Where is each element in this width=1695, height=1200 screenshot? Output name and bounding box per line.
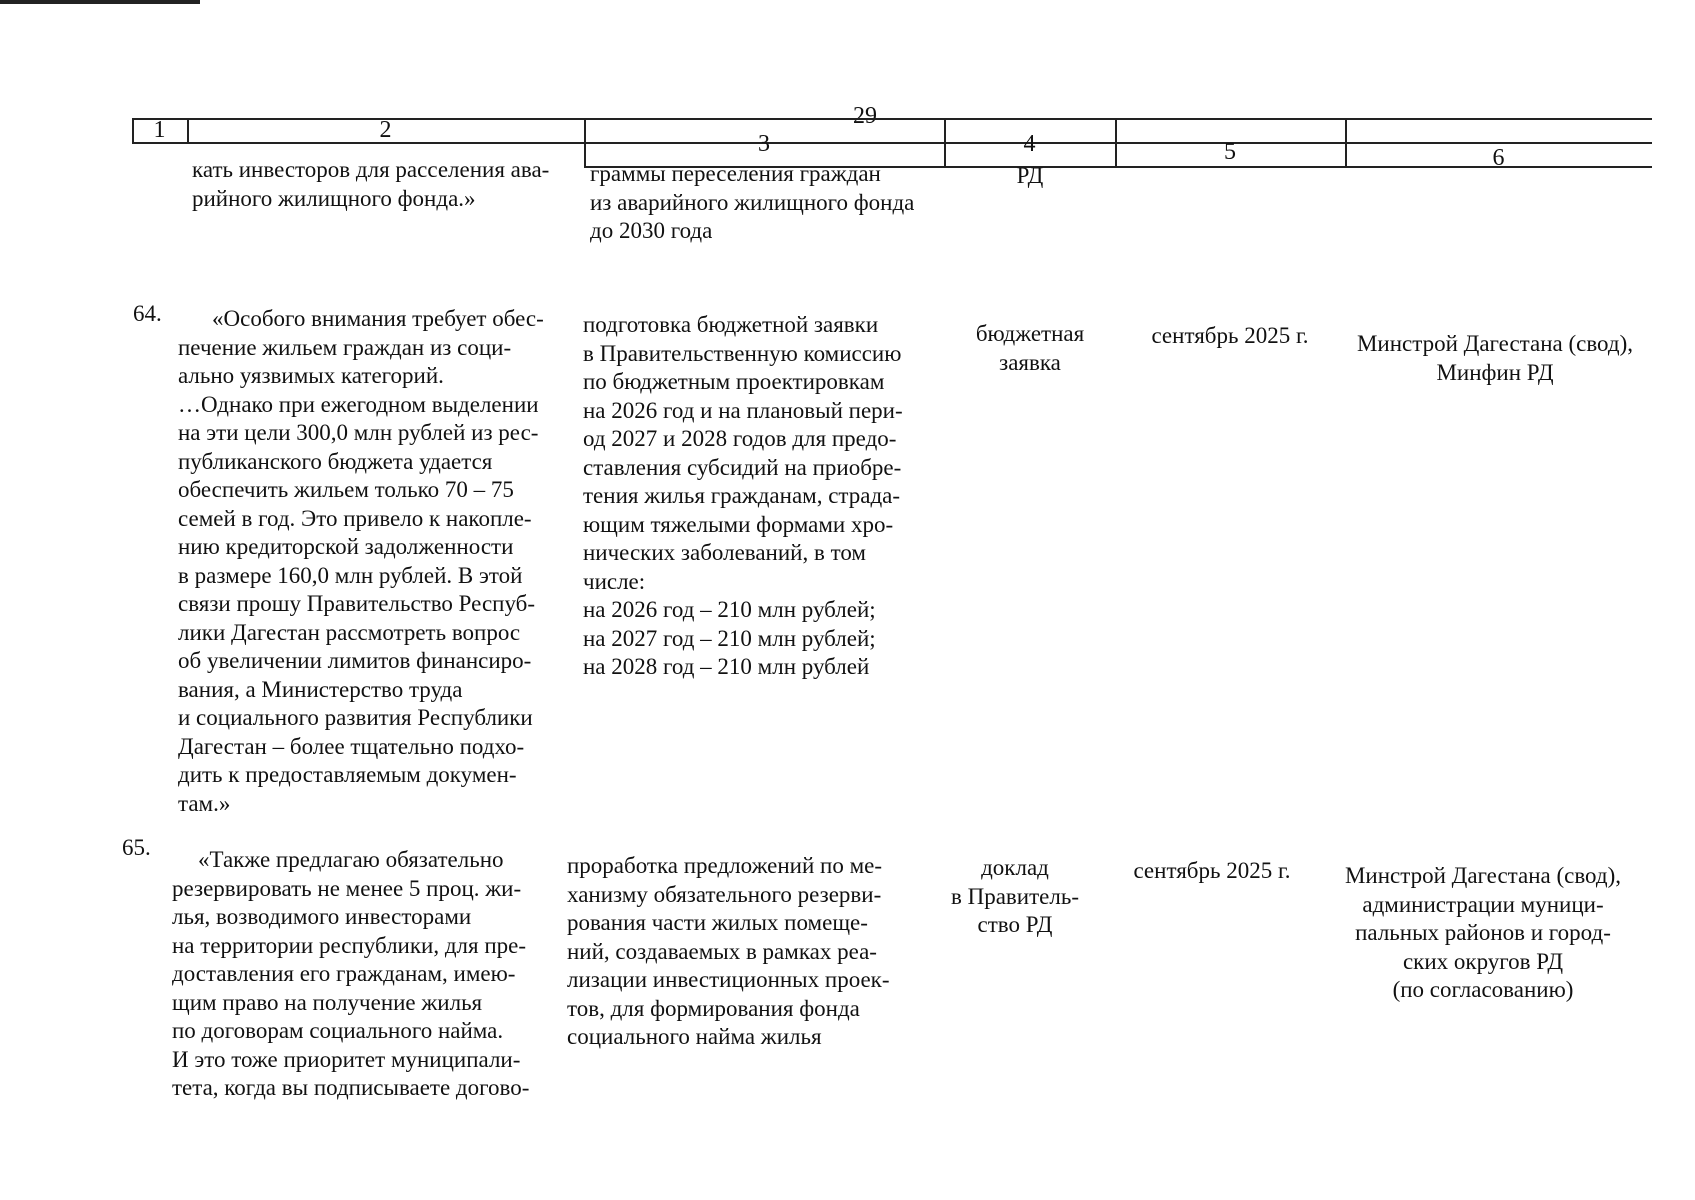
text-line: на 2026 год – 210 млн рублей; xyxy=(583,597,876,622)
text-line: там.» xyxy=(178,790,231,816)
text-line: доставления его гражданам, имею- xyxy=(172,961,516,986)
text-line: в Правительственную комиссию xyxy=(583,340,902,366)
text-line: лизации инвестиционных проек- xyxy=(567,967,890,992)
text-line: «Также предлагаю обязательно xyxy=(198,847,504,872)
text-line: лики Дагестан рассмотреть вопрос xyxy=(178,619,521,645)
text-line: числе: xyxy=(583,568,646,594)
text-line: Минстрой Дагестана (свод), xyxy=(1344,863,1621,888)
text-line: рования части жилых помеще- xyxy=(567,910,868,935)
text-line: Минстрой Дагестана (свод), xyxy=(1356,331,1633,356)
text-line: подготовка бюджетной заявки xyxy=(583,312,879,337)
text-line: граммы переселения граждан xyxy=(590,161,881,186)
text-line: заявка xyxy=(999,349,1061,375)
row-65-col6 xyxy=(1318,862,1648,1005)
header-col-6: 6 xyxy=(1492,145,1505,171)
text-line: по бюджетным проектировкам xyxy=(583,369,885,394)
row-number: 64. xyxy=(133,301,162,326)
text-line: щим право на получение жилья xyxy=(172,989,483,1015)
text-line: пальных районов и город- xyxy=(1355,920,1611,945)
text-line: администрации муници- xyxy=(1362,891,1604,917)
header-col-4: 4 xyxy=(1023,131,1036,157)
row-number: 65. xyxy=(122,835,151,860)
text-line: до 2030 года xyxy=(590,218,713,243)
text-line: И это тоже приоритет муниципали- xyxy=(172,1046,521,1072)
text-line: и социального развития Республики xyxy=(178,705,533,730)
text-line: публиканского бюджета удается xyxy=(178,448,493,474)
row-64-col6 xyxy=(1335,330,1655,387)
text-line: …Однако при ежегодном выделении xyxy=(178,391,539,417)
text-line: по договорам социального найма. xyxy=(172,1018,504,1043)
text-line: ставления субсидий на приобре- xyxy=(583,454,902,480)
text-line: кать инвесторов для расселения ава- xyxy=(192,157,550,182)
text-line: РД xyxy=(1016,163,1044,188)
row-65-col3 xyxy=(567,852,919,1052)
text-line: ально уязвимых категорий. xyxy=(178,363,444,388)
text-line: тета, когда вы подписываете догово- xyxy=(172,1075,530,1100)
row-64-col5: сентябрь 2025 г. xyxy=(1151,323,1309,348)
row-65-col4 xyxy=(935,854,1095,940)
continuation-col4 xyxy=(960,162,1100,191)
text-line: Дагестан – более тщательно подхо- xyxy=(178,733,525,759)
text-line: социального найма жилья xyxy=(567,1024,822,1049)
header-col-1: 1 xyxy=(153,117,166,143)
row-65-col5: сентябрь 2025 г. xyxy=(1133,858,1291,883)
continuation-col2 xyxy=(192,156,564,213)
text-line: в размере 160,0 млн рублей. В этой xyxy=(178,562,523,588)
row-64-col3 xyxy=(583,311,933,682)
text-line: Минфин РД xyxy=(1436,359,1554,385)
text-line: об увеличении лимитов финансиро- xyxy=(178,648,532,673)
text-line: од 2027 и 2028 годов для предо- xyxy=(583,426,897,451)
text-line: семей в год. Это привело к накопле- xyxy=(178,505,532,531)
text-line: ханизму обязательного резерви- xyxy=(567,881,882,907)
text-line: нических заболеваний, в том xyxy=(583,540,866,565)
text-line: (по согласованию) xyxy=(1392,977,1574,1002)
text-line: на территории республики, для пре- xyxy=(172,932,527,958)
text-line: ющим тяжелыми формами хро- xyxy=(583,511,894,537)
text-line: рийного жилищного фонда.» xyxy=(192,185,476,211)
text-line: из аварийного жилищного фонда xyxy=(590,189,915,215)
text-line: на 2026 год и на плановый пери- xyxy=(583,397,903,423)
text-line: доклад xyxy=(981,855,1049,880)
text-line: связи прошу Правительство Респуб- xyxy=(178,591,536,616)
text-line: ний, создаваемых в рамках реа- xyxy=(567,938,877,964)
text-line: на 2028 год – 210 млн рублей xyxy=(583,654,870,679)
header-col-3: 3 xyxy=(758,131,770,157)
text-line: тения жилья гражданам, страда- xyxy=(583,483,901,508)
row-64-col2 xyxy=(178,305,568,818)
text-line: бюджетная xyxy=(975,321,1085,346)
row-64-col4 xyxy=(955,320,1105,377)
text-line: нию кредиторской задолженности xyxy=(178,534,514,559)
text-line: ских округов РД xyxy=(1402,948,1564,974)
text-line: резервировать не менее 5 проц. жи- xyxy=(172,875,522,901)
text-line: дить к предоставляемым докумен- xyxy=(178,762,517,787)
header-col-2: 2 xyxy=(379,117,392,143)
text-line: «Особого внимания требует обес- xyxy=(212,306,544,331)
text-line: обеспечить жильем только 70 – 75 xyxy=(178,477,514,502)
header-col-5: 5 xyxy=(1224,139,1236,165)
text-line: лья, возводимого инвесторами xyxy=(172,904,472,929)
text-line: на 2027 год – 210 млн рублей; xyxy=(583,625,876,651)
text-line: тов, для формирования фонда xyxy=(567,995,860,1021)
text-line: вания, а Министерство труда xyxy=(178,676,463,702)
text-line: проработка предложений по ме- xyxy=(567,853,883,878)
text-line: печение жильем граждан из соци- xyxy=(178,334,512,360)
row-65-col2 xyxy=(172,846,558,1103)
text-line: в Правитель- xyxy=(951,883,1079,909)
text-line: ство РД xyxy=(977,912,1053,937)
continuation-col3 xyxy=(590,160,938,246)
scan-edge xyxy=(0,0,200,4)
text-line: на эти цели 300,0 млн рублей из рес- xyxy=(178,420,539,445)
page-number: 29 xyxy=(853,103,877,129)
